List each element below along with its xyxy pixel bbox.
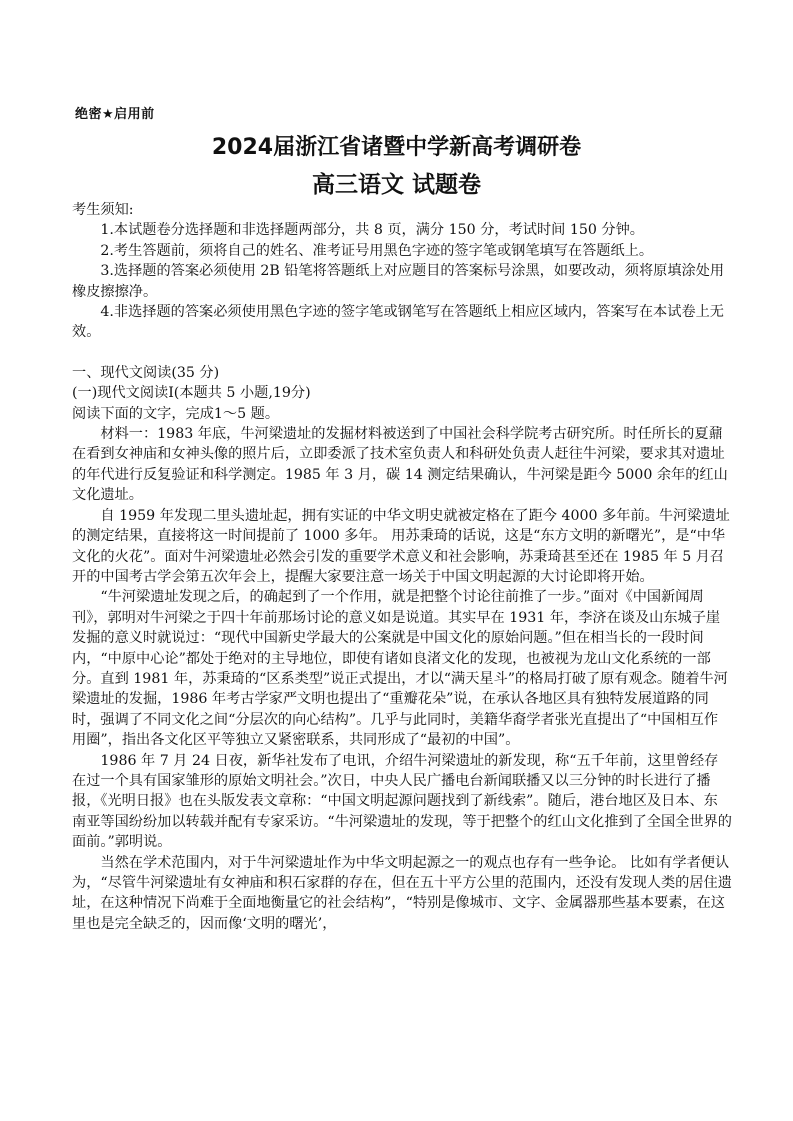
reading-direction: 阅读下面的文字，完成1～5 题。	[72, 405, 280, 422]
instructions-heading: 考生须知:	[72, 202, 134, 218]
instruction-item: 4.非选择题的答案必须使用黑色字迹的签字笔或钢笔写在答题纸上相应区域内，答案写在本试卷上无效。	[72, 304, 724, 341]
passage-paragraph: “牛河梁遗址发现之后，的确起到了一个作用，就是把整个讨论往前推了一步。”面对《中国新闻周刊》，郭明对牛河梁之于四十年前那场讨论的意义如是说道。其实早在 1931 年，李济在谈及山东城子崖发掘的意义时就说过：“现代中国新史学最大的公案就是中国文化的原始问题。”但在相当长的一段时间内，“中原中心论”都处于绝对的主导地位，即使有诸如良渚文化的发现，也被视为龙山文化系统的一部分。直到 1981 年，苏秉琦的“区系类型”说正式提出，才以“满天星斗”的格局打破了原有观念。随着牛河梁遗址的发掘，1986 年考古学家严文明也提出了“重瓣花朵”说，在承认各地区具有独特发展道路的同时，强调了不同文化之间“分层次的向心结构”。几乎与此同时，美籍华裔学者张光直提出了“中国相互作用圈”，指出各文化区平等独立又紧密联系，共同形成了“最初的中国”。	[72, 589, 728, 749]
confidential-label: 绝密★启用前	[75, 107, 155, 122]
instruction-item: 3.选择题的答案必须使用 2B 铅笔将答题纸上对应题目的答案标号涂黑，如要改动，须将原填涂处用橡皮擦擦净。	[72, 263, 725, 300]
passage-paragraph: 自 1959 年发现二里头遗址起，拥有实证的中华文明史就被定格在了距今 4000 多年前。牛河梁遗址的测定结果，直接将这一时间提前了 1000 多年。 用苏秉琦的话说，这是“东方文明的新曙光”，是“中华文化的火花”。面对牛河梁遗址必然会引发的重要学术意义和社会影响，苏秉琦甚至还在 1985 年 5 月召开的中国考古学会第五次年会上，提醒大家要注意一场关于中国文明起源的大讨论即将开始。	[72, 507, 730, 585]
passage-paragraph: 材料一：1983 年底，牛河梁遗址的发掘材料被送到了中国社会科学院考古研究所。时任所长的夏鼐在看到女神庙和女神头像的照片后，立即委派了技术室负责人和科研处负责人赶往牛河梁，要求其对遗址的年代进行反复验证和科学测定。1985 年 3 月，碳 14 测定结果确认，牛河梁是距今 5000 余年的红山文化遗址。	[72, 426, 728, 504]
passage-paragraph: 1986 年 7 月 24 日夜，新华社发布了电讯，介绍牛河梁遗址的新发现，称“五千年前，这里曾经存在过一个具有国家雏形的原始文明社会。”次日，中央人民广播电台新闻联播又以三分钟的时长进行了播报，《光明日报》也在头版发表文章称：“中国文明起源问题找到了新线索”。随后，港台地区及日本、东南亚等国纷纷加以转载并配有专家采访。“牛河梁遗址的发现，等于把整个的红山文化推到了全国全世界的面前。”郭明说。	[72, 752, 732, 851]
instruction-item: 1.本试题卷分选择题和非选择题两部分，共 8 页，满分 150 分，考试时间 150 分钟。	[100, 222, 644, 239]
passage-paragraph: 当然在学术范围内，对于牛河梁遗址作为中华文明起源之一的观点也存有一些争论。 比如有学者便认为，“尽管牛河梁遗址有女神庙和积石家群的存在，但在五十平方公里的范围内，还没有发现人类的居住遗址，在这种情况下尚难于全面地衡量它的社会结构”，“特别是像城市、文字、金属器那些基本要素，在这里也是完全缺乏的，因而像‘文明的曙光’，	[72, 854, 732, 932]
section-spacer	[72, 343, 732, 363]
exam-title: 2024届浙江省诸暨中学新高考调研卷	[211, 135, 582, 160]
exam-content	[72, 200, 732, 934]
section-heading: 一、现代文阅读(35 分)	[72, 364, 220, 381]
instruction-item: 2.考生答题前，须将自己的姓名、准考证号用黑色字迹的签字笔或钢笔填写在答题纸上。	[100, 242, 654, 259]
exam-subtitle: 高三语文 试题卷	[311, 172, 481, 198]
section-subheading: (一)现代文阅读Ⅰ(本题共 5 小题,19分)	[72, 385, 311, 402]
